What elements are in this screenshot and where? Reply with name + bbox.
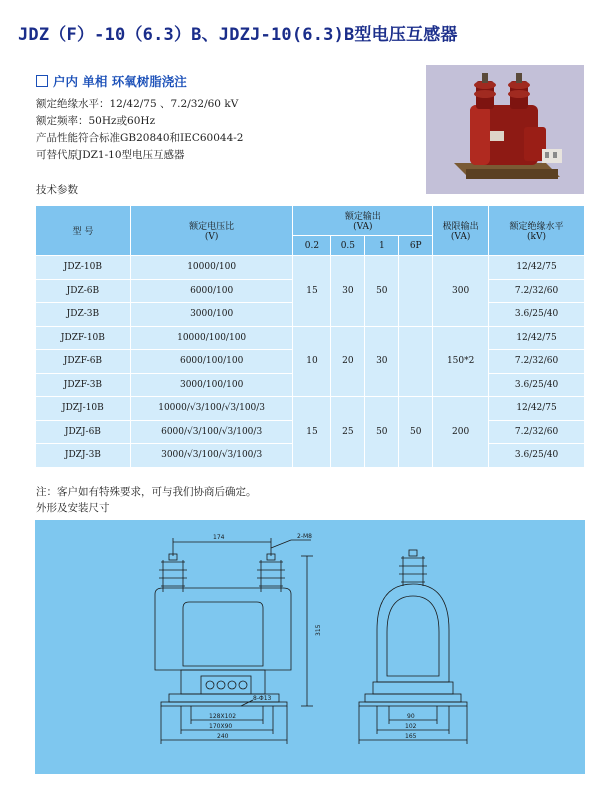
transformer-photo-icon — [426, 65, 584, 194]
dim-2m8: 2-M8 — [297, 533, 312, 540]
checkbox-square-icon — [36, 75, 48, 87]
dim-315: 315 — [315, 624, 322, 636]
dim-240: 240 — [217, 733, 229, 740]
product-subtitle — [36, 72, 187, 90]
cell-model: JDZJ-3B — [36, 444, 131, 468]
cell-output: 50 — [365, 256, 399, 327]
cell-output: 50 — [399, 397, 433, 468]
dim-128x102: 128X102 — [209, 713, 237, 720]
note-text: 注：客户如有特殊要求，可与我们协商后确定。 — [36, 486, 257, 498]
cell-model: JDZJ-10B — [36, 397, 131, 421]
header-output-col: 6P — [399, 236, 433, 256]
tech-params-label: 技术参数 — [36, 184, 78, 196]
dim-165: 165 — [405, 733, 417, 740]
cell-insulation: 7.2/32/60 — [489, 279, 585, 303]
cell-output: 30 — [365, 326, 399, 397]
cell-ratio: 6000/√3/100/√3/100/3 — [130, 420, 293, 444]
cell-ratio: 3000/√3/100/√3/100/3 — [130, 444, 293, 468]
cell-ratio: 10000/100/100 — [130, 326, 293, 350]
cell-output: 10 — [293, 326, 331, 397]
spec-standard: 产品性能符合标准GB20840和IEC60044-2 — [36, 132, 244, 144]
cell-output: 25 — [331, 397, 365, 468]
cell-limit: 300 — [433, 256, 489, 327]
table-row — [36, 326, 585, 350]
spec-frequency: 额定频率：50Hz或60Hz — [36, 115, 156, 127]
cell-model: JDZ-10B — [36, 256, 131, 280]
spec-insulation: 额定绝缘水平：12/42/75 、7.2/32/60 kV — [36, 98, 239, 110]
dim-174: 174 — [213, 534, 225, 541]
cell-ratio: 10000/√3/100/√3/100/3 — [130, 397, 293, 421]
cell-insulation: 12/42/75 — [489, 256, 585, 280]
cell-insulation: 7.2/32/60 — [489, 350, 585, 374]
page-title: JDZ（F）-10（6.3）B、JDZJ-10(6.3)B型电压互感器 — [18, 25, 458, 45]
cell-output: 15 — [293, 256, 331, 327]
cell-ratio: 6000/100/100 — [130, 350, 293, 374]
cell-ratio: 10000/100 — [130, 256, 293, 280]
header-limit: 极限输出 (VA) — [433, 206, 489, 256]
cell-output: 50 — [365, 397, 399, 468]
table-row — [36, 256, 585, 280]
cell-ratio: 3000/100 — [130, 303, 293, 327]
cell-insulation: 3.6/25/40 — [489, 444, 585, 468]
header-insulation: 额定绝缘水平 (kV) — [489, 206, 585, 256]
dimension-drawing — [35, 520, 585, 774]
cell-insulation: 7.2/32/60 — [489, 420, 585, 444]
header-output-col: 1 — [365, 236, 399, 256]
cell-output: 20 — [331, 326, 365, 397]
cell-limit: 150*2 — [433, 326, 489, 397]
cell-output — [399, 256, 433, 327]
cell-model: JDZF-6B — [36, 350, 131, 374]
cell-output — [399, 326, 433, 397]
header-ratio: 额定电压比 (V) — [130, 206, 293, 256]
dim-8phi13: 8-Φ13 — [253, 695, 272, 702]
subtitle-text: 户内 单相 环氧树脂浇注 — [53, 74, 187, 89]
cell-ratio: 6000/100 — [130, 279, 293, 303]
header-model: 型 号 — [36, 206, 131, 256]
header-output: 额定输出 (VA) — [293, 206, 433, 236]
cell-insulation: 3.6/25/40 — [489, 373, 585, 397]
cell-insulation: 3.6/25/40 — [489, 303, 585, 327]
tech-params-table — [35, 205, 585, 468]
product-photo — [426, 65, 584, 194]
cell-output: 15 — [293, 397, 331, 468]
cell-model: JDZ-3B — [36, 303, 131, 327]
header-output-col: 0.2 — [293, 236, 331, 256]
dim-90: 90 — [407, 713, 415, 720]
cell-model: JDZ-6B — [36, 279, 131, 303]
dim-170x90: 170X90 — [209, 723, 233, 730]
cell-insulation: 12/42/75 — [489, 397, 585, 421]
cell-model: JDZF-3B — [36, 373, 131, 397]
cell-output: 30 — [331, 256, 365, 327]
outline-label: 外形及安装尺寸 — [36, 502, 110, 514]
cell-insulation: 12/42/75 — [489, 326, 585, 350]
spec-replacement: 可替代原JDZ1-10型电压互感器 — [36, 149, 185, 161]
table-row — [36, 397, 585, 421]
cell-ratio: 3000/100/100 — [130, 373, 293, 397]
header-output-col: 0.5 — [331, 236, 365, 256]
dim-102: 102 — [405, 723, 417, 730]
cell-model: JDZJ-6B — [36, 420, 131, 444]
cell-limit: 200 — [433, 397, 489, 468]
cell-model: JDZF-10B — [36, 326, 131, 350]
outline-drawing — [35, 520, 585, 774]
